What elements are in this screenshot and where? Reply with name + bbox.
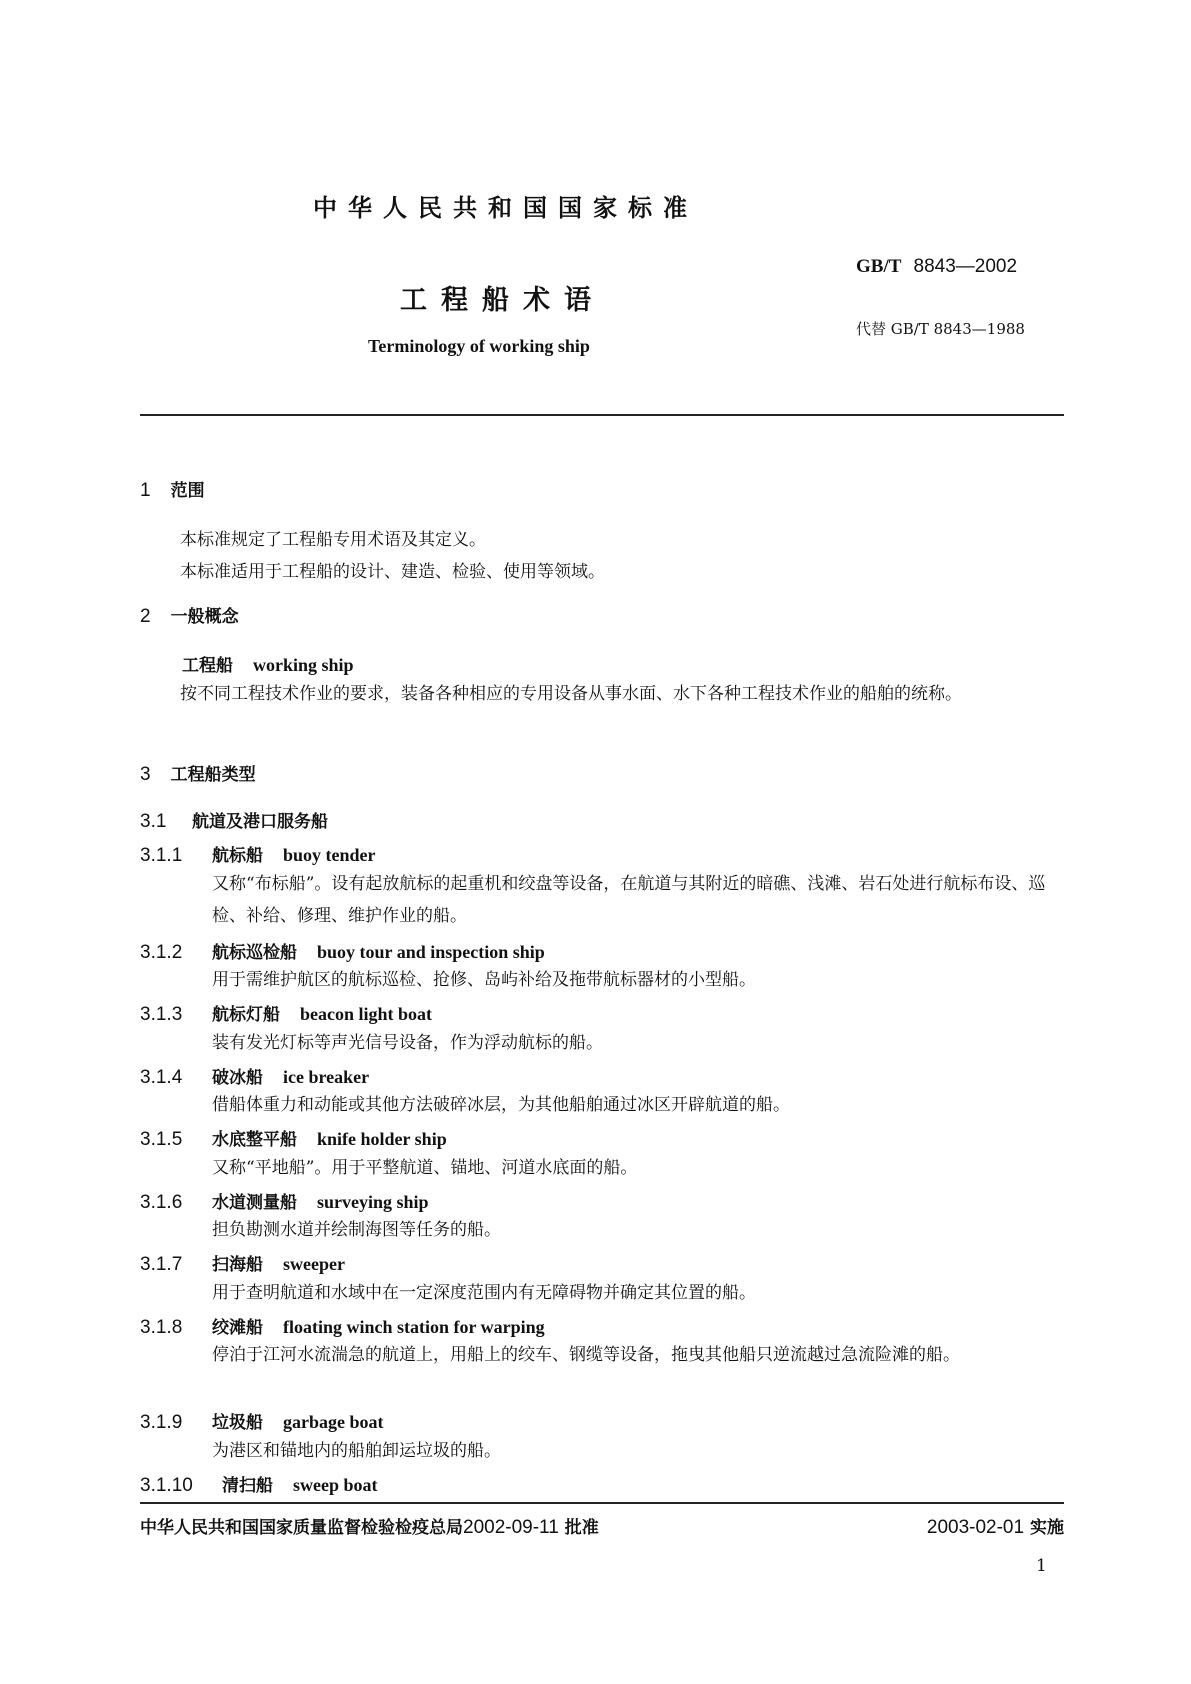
standard-code-number: 8843—2002	[913, 256, 1018, 277]
national-standard-heading: 中华人民共和国国家标准	[313, 194, 698, 222]
effective-label: 实施	[1030, 1518, 1064, 1538]
term-english: floating winch station for warping	[283, 1317, 545, 1337]
term-row	[140, 841, 376, 867]
term-chinese: 垃圾船	[212, 1413, 263, 1433]
general-term-definition: 按不同工程技术作业的要求，装备各种相应的专用设备从事水面、水下各种工程技术作业的船舶的统称。	[180, 684, 962, 704]
general-term	[182, 651, 354, 676]
scope-paragraph-1: 本标准规定了工程船专用术语及其定义。	[180, 530, 486, 550]
subsection-title: 航道及港口服务船	[192, 812, 328, 832]
term-definition: 又称“布标船”。设有起放航标的起重机和绞盘等设备，在航道与其附近的暗礁、浅滩、岩石处进行航标布设、巡检、补给、修理、维护作业的船。	[212, 874, 1046, 926]
term-english: working ship	[253, 655, 354, 675]
term-chinese: 绞滩船	[212, 1318, 263, 1338]
document-title-english: Terminology of working ship	[368, 336, 590, 356]
term-english: ice breaker	[283, 1067, 370, 1087]
term-definition: 装有发光灯标等声光信号设备，作为浮动航标的船。	[212, 1033, 603, 1053]
term-number: 3.1.1	[140, 845, 183, 866]
section-title: 一般概念	[170, 607, 239, 627]
term-chinese: 水底整平船	[212, 1130, 297, 1150]
section-number: 1	[140, 480, 151, 501]
term-chinese: 工程船	[182, 656, 233, 676]
term-chinese: 扫海船	[212, 1255, 263, 1275]
term-definition: 又称“平地船”。用于平整航道、锚地、河道水底面的船。	[212, 1158, 638, 1178]
term-number: 3.1.5	[140, 1129, 183, 1150]
section-title: 范围	[170, 481, 205, 501]
term-definition: 用于需维护航区的航标巡检、抢修、岛屿补给及拖带航标器材的小型船。	[212, 970, 756, 990]
issue-date: 2002-09-11	[463, 1517, 559, 1538]
term-english: beacon light boat	[300, 1004, 433, 1024]
term-english: buoy tender	[283, 845, 376, 865]
standard-code-prefix: GB/T	[856, 256, 902, 277]
term-chinese: 航标船	[212, 846, 263, 866]
term-row	[140, 1408, 384, 1434]
effective-info	[927, 1513, 1064, 1539]
section-2-heading	[140, 602, 239, 628]
term-number: 3.1.8	[140, 1317, 183, 1338]
header-divider	[140, 414, 1064, 416]
term-chinese: 水道测量船	[212, 1193, 297, 1213]
term-row	[140, 1471, 378, 1497]
section-title: 工程船类型	[170, 765, 256, 785]
term-row	[140, 1188, 429, 1214]
footer-divider	[140, 1502, 1064, 1504]
term-row	[140, 1000, 432, 1026]
section-number: 3	[140, 764, 151, 785]
term-row	[140, 1313, 545, 1339]
term-definition: 担负勘测水道并绘制海图等任务的船。	[212, 1220, 501, 1240]
term-definition: 借船体重力和动能或其他方法破碎冰层，为其他船舶通过冰区开辟航道的船。	[212, 1095, 790, 1115]
term-number: 3.1.2	[140, 942, 183, 963]
term-number: 3.1.7	[140, 1254, 183, 1275]
term-chinese: 清扫船	[222, 1476, 273, 1496]
standard-code	[856, 255, 1017, 278]
term-chinese: 航标灯船	[212, 1005, 280, 1025]
term-number: 3.1.3	[140, 1004, 183, 1025]
term-row	[140, 1125, 447, 1151]
term-english: sweeper	[283, 1254, 345, 1274]
replaces-standard: 代替 GB/T 8843—1988	[856, 320, 1025, 338]
page-number: 1	[1036, 1556, 1047, 1576]
term-definition: 为港区和锚地内的船舶卸运垃圾的船。	[212, 1441, 501, 1461]
term-english: garbage boat	[283, 1412, 384, 1432]
term-english: buoy tour and inspection ship	[317, 942, 545, 962]
term-number: 3.1.10	[140, 1475, 193, 1496]
subsection-3-1-heading	[140, 807, 328, 833]
section-1-heading	[140, 476, 205, 502]
term-number: 3.1.4	[140, 1067, 183, 1088]
term-definition: 用于查明航道和水域中在一定深度范围内有无障碍物并确定其位置的船。	[212, 1283, 756, 1303]
term-english: sweep boat	[293, 1475, 378, 1495]
term-row	[140, 1063, 369, 1089]
term-english: surveying ship	[317, 1192, 429, 1212]
term-row	[140, 1250, 345, 1276]
term-chinese: 航标巡检船	[212, 943, 297, 963]
issue-info	[140, 1513, 599, 1539]
term-chinese: 破冰船	[212, 1068, 263, 1088]
document-title: 工程船术语	[400, 285, 605, 316]
section-number: 2	[140, 606, 151, 627]
term-english: knife holder ship	[317, 1129, 447, 1149]
subsection-number: 3.1	[140, 811, 167, 832]
effective-date: 2003-02-01	[926, 1517, 1025, 1538]
term-row	[140, 938, 545, 964]
term-number: 3.1.6	[140, 1192, 183, 1213]
section-3-heading	[140, 760, 256, 786]
term-number: 3.1.9	[140, 1412, 183, 1433]
scope-paragraph-2: 本标准适用于工程船的设计、建造、检验、使用等领域。	[180, 562, 605, 582]
issuing-authority: 中华人民共和国国家质量监督检验检疫总局	[140, 1518, 463, 1538]
issue-label: 批准	[564, 1518, 599, 1538]
term-definition: 停泊于江河水流湍急的航道上，用船上的绞车、钢缆等设备，拖曳其他船只逆流越过急流险滩的船。	[212, 1345, 960, 1365]
